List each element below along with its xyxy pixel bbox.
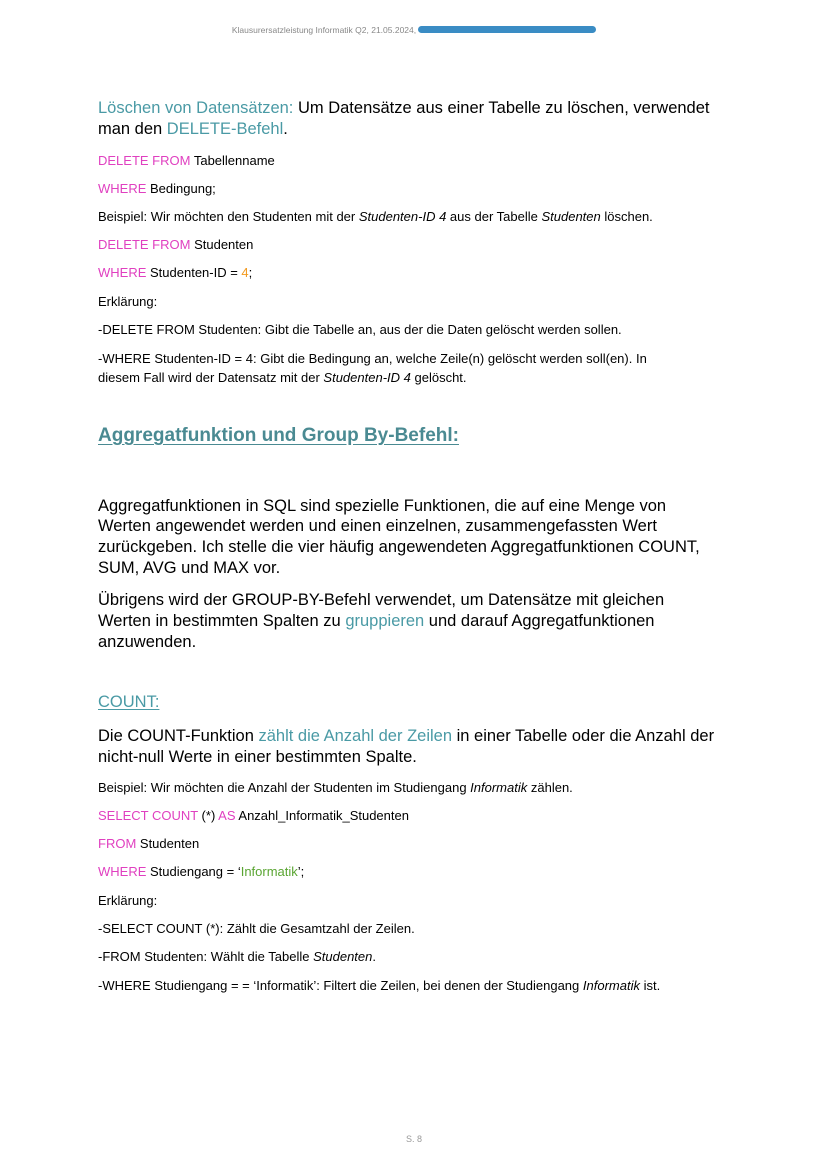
delete-syntax-line-2: WHERE Bedingung; bbox=[98, 181, 216, 196]
count-explain-1: -SELECT COUNT (*): Zählt die Gesamtzahl der Zeilen. bbox=[98, 921, 415, 936]
count-example: Beispiel: Wir möchten die Anzahl der Studenten im Studiengang Informatik zählen. bbox=[98, 780, 573, 795]
delete-code-line-1: DELETE FROM Studenten bbox=[98, 237, 254, 252]
count-intro-l1: Die COUNT-Funktion zählt die Anzahl der Zeilen in einer Tabelle oder die Anzahl der bbox=[98, 727, 715, 745]
delete-example: Beispiel: Wir möchten den Studenten mit der Studenten-ID 4 aus der Tabelle Studenten löschen. bbox=[98, 209, 653, 224]
delete-explain-1: -DELETE FROM Studenten: Gibt die Tabelle an, aus der die Daten gelöscht werden sollen. bbox=[98, 322, 622, 337]
page-header bbox=[0, 25, 828, 35]
delete-code-line-2: WHERE Studenten-ID = 4; bbox=[98, 265, 253, 280]
group-term: gruppieren bbox=[345, 612, 425, 630]
count-code-line-2: FROM Studenten bbox=[98, 836, 200, 851]
aggregate-para2-l2: Werten in bestimmten Spalten zu gruppieren und darauf Aggregatfunktionen bbox=[98, 612, 655, 630]
delete-explain-2b: diesem Fall wird der Datensatz mit der Studenten-ID 4 gelöscht. bbox=[98, 370, 467, 385]
aggregate-para1-l1: Aggregatfunktionen in SQL sind spezielle Funktionen, die auf eine Menge von bbox=[98, 497, 667, 515]
aggregate-para1-l2: Werten angewendet werden und einen einzelnen, zusammengefassten Wert bbox=[98, 517, 657, 535]
aggregate-para1-l3: zurückgeben. Ich stelle die vier häufig angewendeten Aggregatfunktionen COUNT, bbox=[98, 538, 700, 556]
delete-intro-line-2: man den DELETE-Befehl. bbox=[98, 120, 288, 138]
count-explain-label: Erklärung: bbox=[98, 893, 158, 908]
delete-explain-label: Erklärung: bbox=[98, 294, 158, 309]
delete-syntax-line-1: DELETE FROM Tabellenname bbox=[98, 153, 275, 168]
aggregate-para1-l4: SUM, AVG und MAX vor. bbox=[98, 559, 281, 577]
delete-intro-term: Löschen von Datensätzen: bbox=[98, 99, 294, 117]
delete-command-term: DELETE-Befehl bbox=[166, 120, 284, 138]
count-code-line-1: SELECT COUNT (*) AS Anzahl_Informatik_Studenten bbox=[98, 808, 409, 823]
count-code-line-3: WHERE Studiengang = ‘Informatik’; bbox=[98, 864, 305, 879]
count-intro-term: zählt die Anzahl der Zeilen bbox=[258, 727, 453, 745]
page-number: S. 8 bbox=[405, 1134, 422, 1144]
count-heading: COUNT: bbox=[98, 693, 160, 711]
header-text: Klausurersatzleistung Informatik Q2, 21.05.2024, bbox=[231, 25, 417, 35]
count-explain-2: -FROM Studenten: Wählt die Tabelle Studenten. bbox=[98, 949, 376, 964]
aggregate-heading: Aggregatfunktion und Group By-Befehl: bbox=[98, 425, 459, 446]
redaction-bar bbox=[418, 26, 596, 33]
delete-intro-line-1: Löschen von Datensätzen: Um Datensätze aus einer Tabelle zu löschen, verwendet bbox=[98, 99, 710, 117]
count-explain-3: -WHERE Studiengang = = ‘Informatik’: Filtert die Zeilen, bei denen der Studiengang Informatik ist. bbox=[98, 978, 661, 993]
aggregate-para2-l1: Übrigens wird der GROUP-BY-Befehl verwendet, um Datensätze mit gleichen bbox=[98, 591, 665, 609]
delete-explain-2a: -WHERE Studenten-ID = 4: Gibt die Bedingung an, welche Zeile(n) gelöscht werden soll(en). In bbox=[98, 351, 647, 366]
aggregate-para2-l3: anzuwenden. bbox=[98, 633, 197, 651]
count-intro-l2: nicht-null Werte in einer bestimmten Spalte. bbox=[98, 748, 417, 766]
